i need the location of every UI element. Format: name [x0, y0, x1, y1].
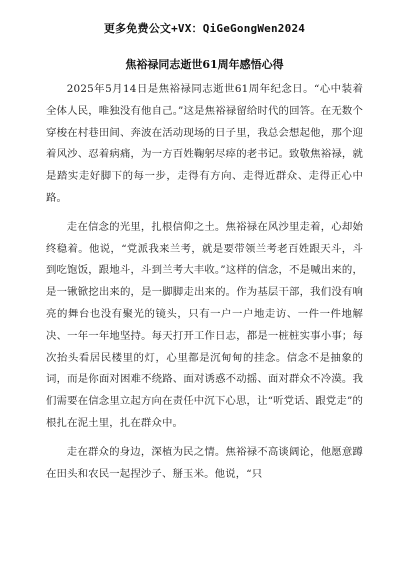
document-title: 焦裕禄同志逝世61周年感悟心得 — [125, 58, 284, 71]
body-paragraph-3: 走在群众的身边，深植为民之情。焦裕禄不高谈阔论，他愿意蹲在田头和农民一起捏沙子、掰玉米。他说，“只 — [46, 445, 363, 480]
body-paragraph-2: 走在信念的光里，扎根信仰之土。焦裕禄在风沙里走着，心却始终稳着。他说，“党派我来兰考，就是要带领兰考老百姓跟天斗，斗到吃饱饭，跟地斗，斗到兰考大丰收。”这样的信念，不是喊出来的，是一锹锨挖出来的，是一脚脚走出来的。作为基层干部，我们没有响亮的舞台也没有聚光的镜头，只有一户一户地走访、一件一件地解决、一年一年地坚持。每天打开工作日志，都是一桩桩实事小事；每次抬头看居民楼里的灯，心里都是沉甸甸的挂念。信念不是抽象的词，而是你面对困难不绕路、面对诱惑不动摇、面对群众不冷漠。我们需要在信念里立起方向在责任中沉下心思，让“听党话、跟党走”的根扎在泥土里，扎在群众中。 — [46, 220, 363, 429]
body-paragraph-1: 2025年5月14日是焦裕禄同志逝世61周年纪念日。“心中装着全体人民，唯独没有他自己。”这是焦裕禄留给时代的回答。在无数个穿梭在村巷田间、奔波在活动现场的日子里，我总会想起他，那个迎着风沙、忍着病痛，为一方百姓鞠躬尽瘁的老书记。致敬焦裕禄，就是踏实走好脚下的每一步，走得有方向、走得近群众、走得正心中路。 — [46, 83, 363, 204]
promo-line: 更多免费公文+VX：QiGeGongWen2024 — [103, 22, 306, 35]
